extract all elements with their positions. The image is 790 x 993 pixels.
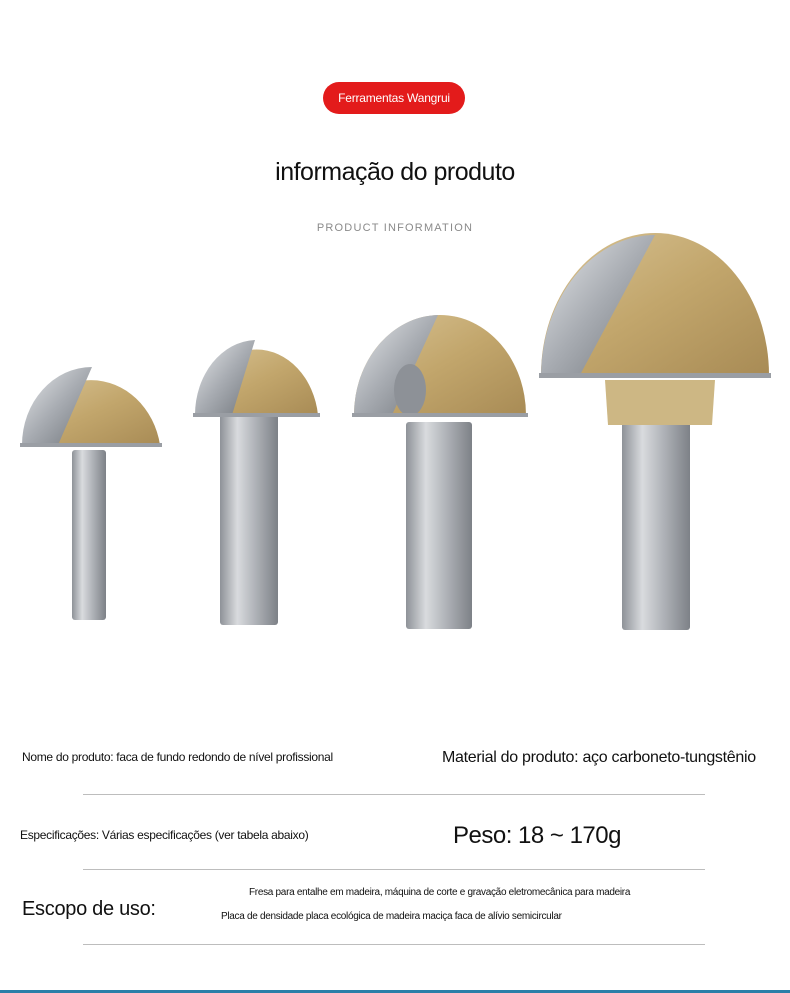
specifications-text: Especificações: Várias especificações (ver tabela abaixo) (20, 828, 309, 842)
brand-badge-label: Ferramentas Wangrui (338, 91, 450, 105)
page-title: informação do produto (275, 158, 515, 186)
divider-1 (83, 794, 705, 795)
product-material-text: Material do produto: aço carboneto-tungstênio (442, 749, 756, 766)
brand-badge (323, 82, 465, 114)
product-image-router-bits (0, 230, 790, 650)
router-bit-4 (539, 233, 771, 630)
weight-text: Peso: 18 ~ 170g (453, 822, 621, 849)
scope-line-2: Placa de densidade placa ecológica de madeira maciça faca de alívio semicircular (221, 911, 562, 922)
divider-3 (83, 944, 705, 945)
scope-label: Escopo de uso: (22, 898, 156, 920)
router-bit-3 (352, 315, 528, 629)
product-name-text: Nome do produto: faca de fundo redondo de nível profissional (22, 750, 333, 764)
scope-line-1: Fresa para entalhe em madeira, máquina de corte e gravação eletromecânica para madeira (249, 887, 631, 898)
divider-2 (83, 869, 705, 870)
page-subtitle: PRODUCT INFORMATION (316, 222, 474, 234)
router-bit-1 (20, 367, 162, 620)
router-bit-2 (193, 340, 320, 625)
